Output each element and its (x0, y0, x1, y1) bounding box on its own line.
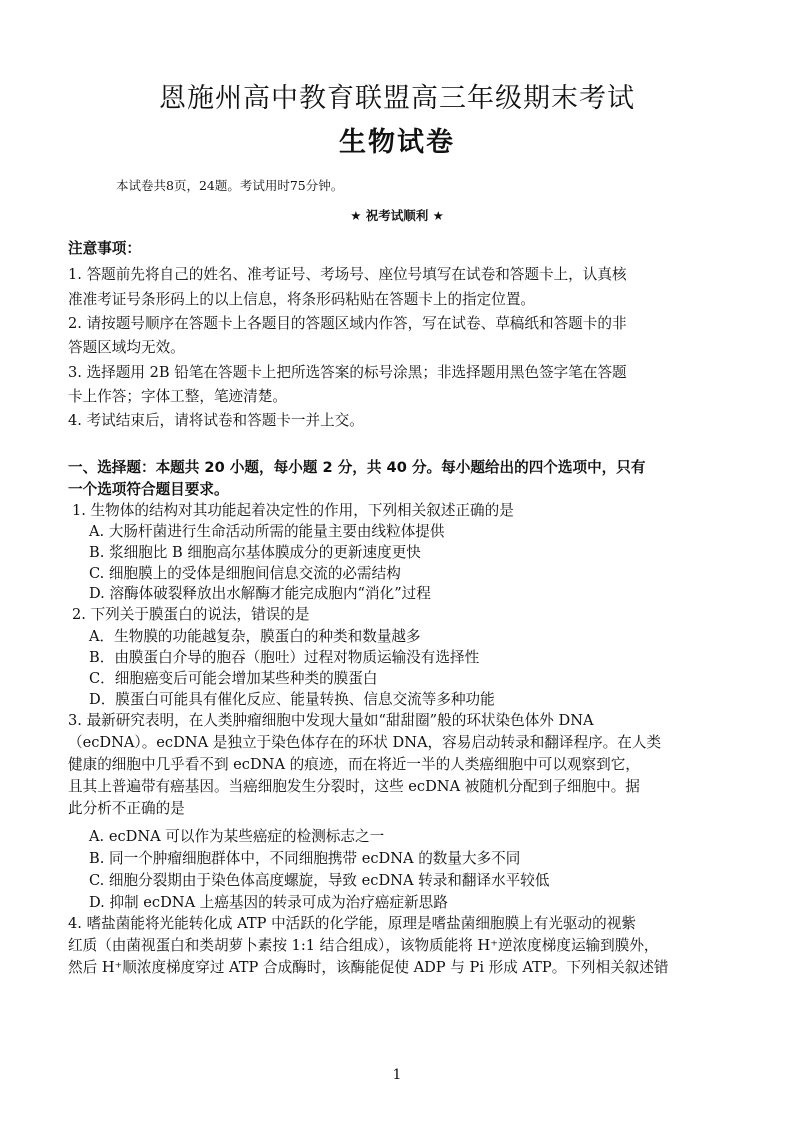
notes-line: 3. 选择题用 2B 铅笔在答题卡上把所选答案的标号涂黑；非选择题用黑色签字笔在答题 (68, 364, 627, 381)
page-number: 1 (392, 1067, 402, 1083)
question-stem: 1. 生物体的结构对其功能起着决定性的作用，下列相关叙述正确的是 (72, 502, 514, 519)
question-stem: 4. 嗜盐菌能将光能转化成 ATP 中活跃的化学能，原理是嗜盐菌细胞膜上有光驱动的视紫 (68, 915, 636, 932)
exam-info: 本试卷共8页，24题。考试用时75分钟。 (116, 178, 344, 193)
notes-line: 1. 答题前先将自己的姓名、准考证号、考场号、座位号填写在试卷和答题卡上，认真核 (68, 266, 627, 283)
exam-wish: ★ 祝考试顺利 ★ (350, 208, 444, 223)
notes-line: 4. 考试结束后，请将试卷和答题卡一并上交。 (68, 412, 364, 429)
question-stem: 然后 H⁺顺浓度梯度穿过 ATP 合成酶时，该酶能促使 ADP 与 Pi 形成 ATP。下列相关叙述错 (68, 959, 669, 976)
question-stem: 健康的细胞中几乎看不到 ecDNA 的痕迹，而在将近一半的人类癌细胞中可以观察到它， (68, 756, 640, 773)
question-stem: 且其上普遍带有癌基因。当癌细胞发生分裂时，这些 ecDNA 被随机分配到子细胞中。据 (68, 778, 640, 795)
notes-line: 2. 请按题号顺序在答题卡上各题目的答题区域内作答，写在试卷、草稿纸和答题卡的非 (68, 315, 627, 332)
question-option: C. 细胞膜上的受体是细胞间信息交流的必需结构 (89, 565, 401, 582)
section-heading: 一个选项符合题目要求。 (68, 481, 229, 498)
question-stem: 3. 最新研究表明，在人类肿瘤细胞中发现大量如“甜甜圈”般的环状染色体外 DNA (68, 712, 594, 729)
notes-heading: 注意事项： (68, 240, 141, 257)
question-option: A. 大肠杆菌进行生命活动所需的能量主要由线粒体提供 (89, 523, 445, 540)
question-stem: 此分析不正确的是 (68, 800, 185, 817)
question-option: D. 溶酶体破裂释放出水解酶才能完成胞内“消化”过程 (89, 585, 431, 602)
section-heading: 一、选择题：本题共 20 小题，每小题 2 分，共 40 分。每小题给出的四个选项中，只有 (68, 459, 646, 476)
question-option: B. 浆细胞比 B 细胞高尔基体膜成分的更新速度更快 (89, 544, 421, 561)
question-option: C．细胞癌变后可能会增加某些种类的膜蛋白 (89, 670, 378, 687)
notes-line: 答题区域均无效。 (68, 339, 185, 356)
question-option: A. ecDNA 可以作为某些癌症的检测标志之一 (89, 828, 385, 845)
exam-subtitle: 生物试卷 (339, 127, 455, 158)
notes-line: 卡上作答；字体工整，笔迹清楚。 (68, 388, 287, 405)
question-option: A．生物膜的功能越复杂，膜蛋白的种类和数量越多 (89, 628, 421, 645)
question-stem: 红质（由菌视蛋白和类胡萝卜素按 1:1 结合组成），该物质能将 H⁺逆浓度梯度运输到膜外， (68, 937, 659, 954)
notes-line: 准准考证号条形码上的以上信息，将条形码粘贴在答题卡上的指定位置。 (68, 291, 536, 308)
exam-title: 恩施州高中教育联盟高三年级期末考试 (159, 83, 635, 114)
question-option: C. 细胞分裂期由于染色体高度螺旋，导致 ecDNA 转录和翻译水平较低 (89, 872, 550, 889)
question-option: B．由膜蛋白介导的胞吞（胞吐）过程对物质运输没有选择性 (89, 649, 480, 666)
question-option: D. 抑制 ecDNA 上癌基因的转录可成为治疗癌症新思路 (89, 894, 448, 911)
question-option: B. 同一个肿瘤细胞群体中，不同细胞携带 ecDNA 的数量大多不同 (89, 850, 521, 867)
question-option: D．膜蛋白可能具有催化反应、能量转换、信息交流等多种功能 (89, 691, 495, 708)
question-stem: （ecDNA）。ecDNA 是独立于染色体存在的环状 DNA，容易启动转录和翻译程序。在人类 (68, 734, 662, 751)
question-stem: 2. 下列关于膜蛋白的说法，错误的是 (72, 606, 310, 623)
